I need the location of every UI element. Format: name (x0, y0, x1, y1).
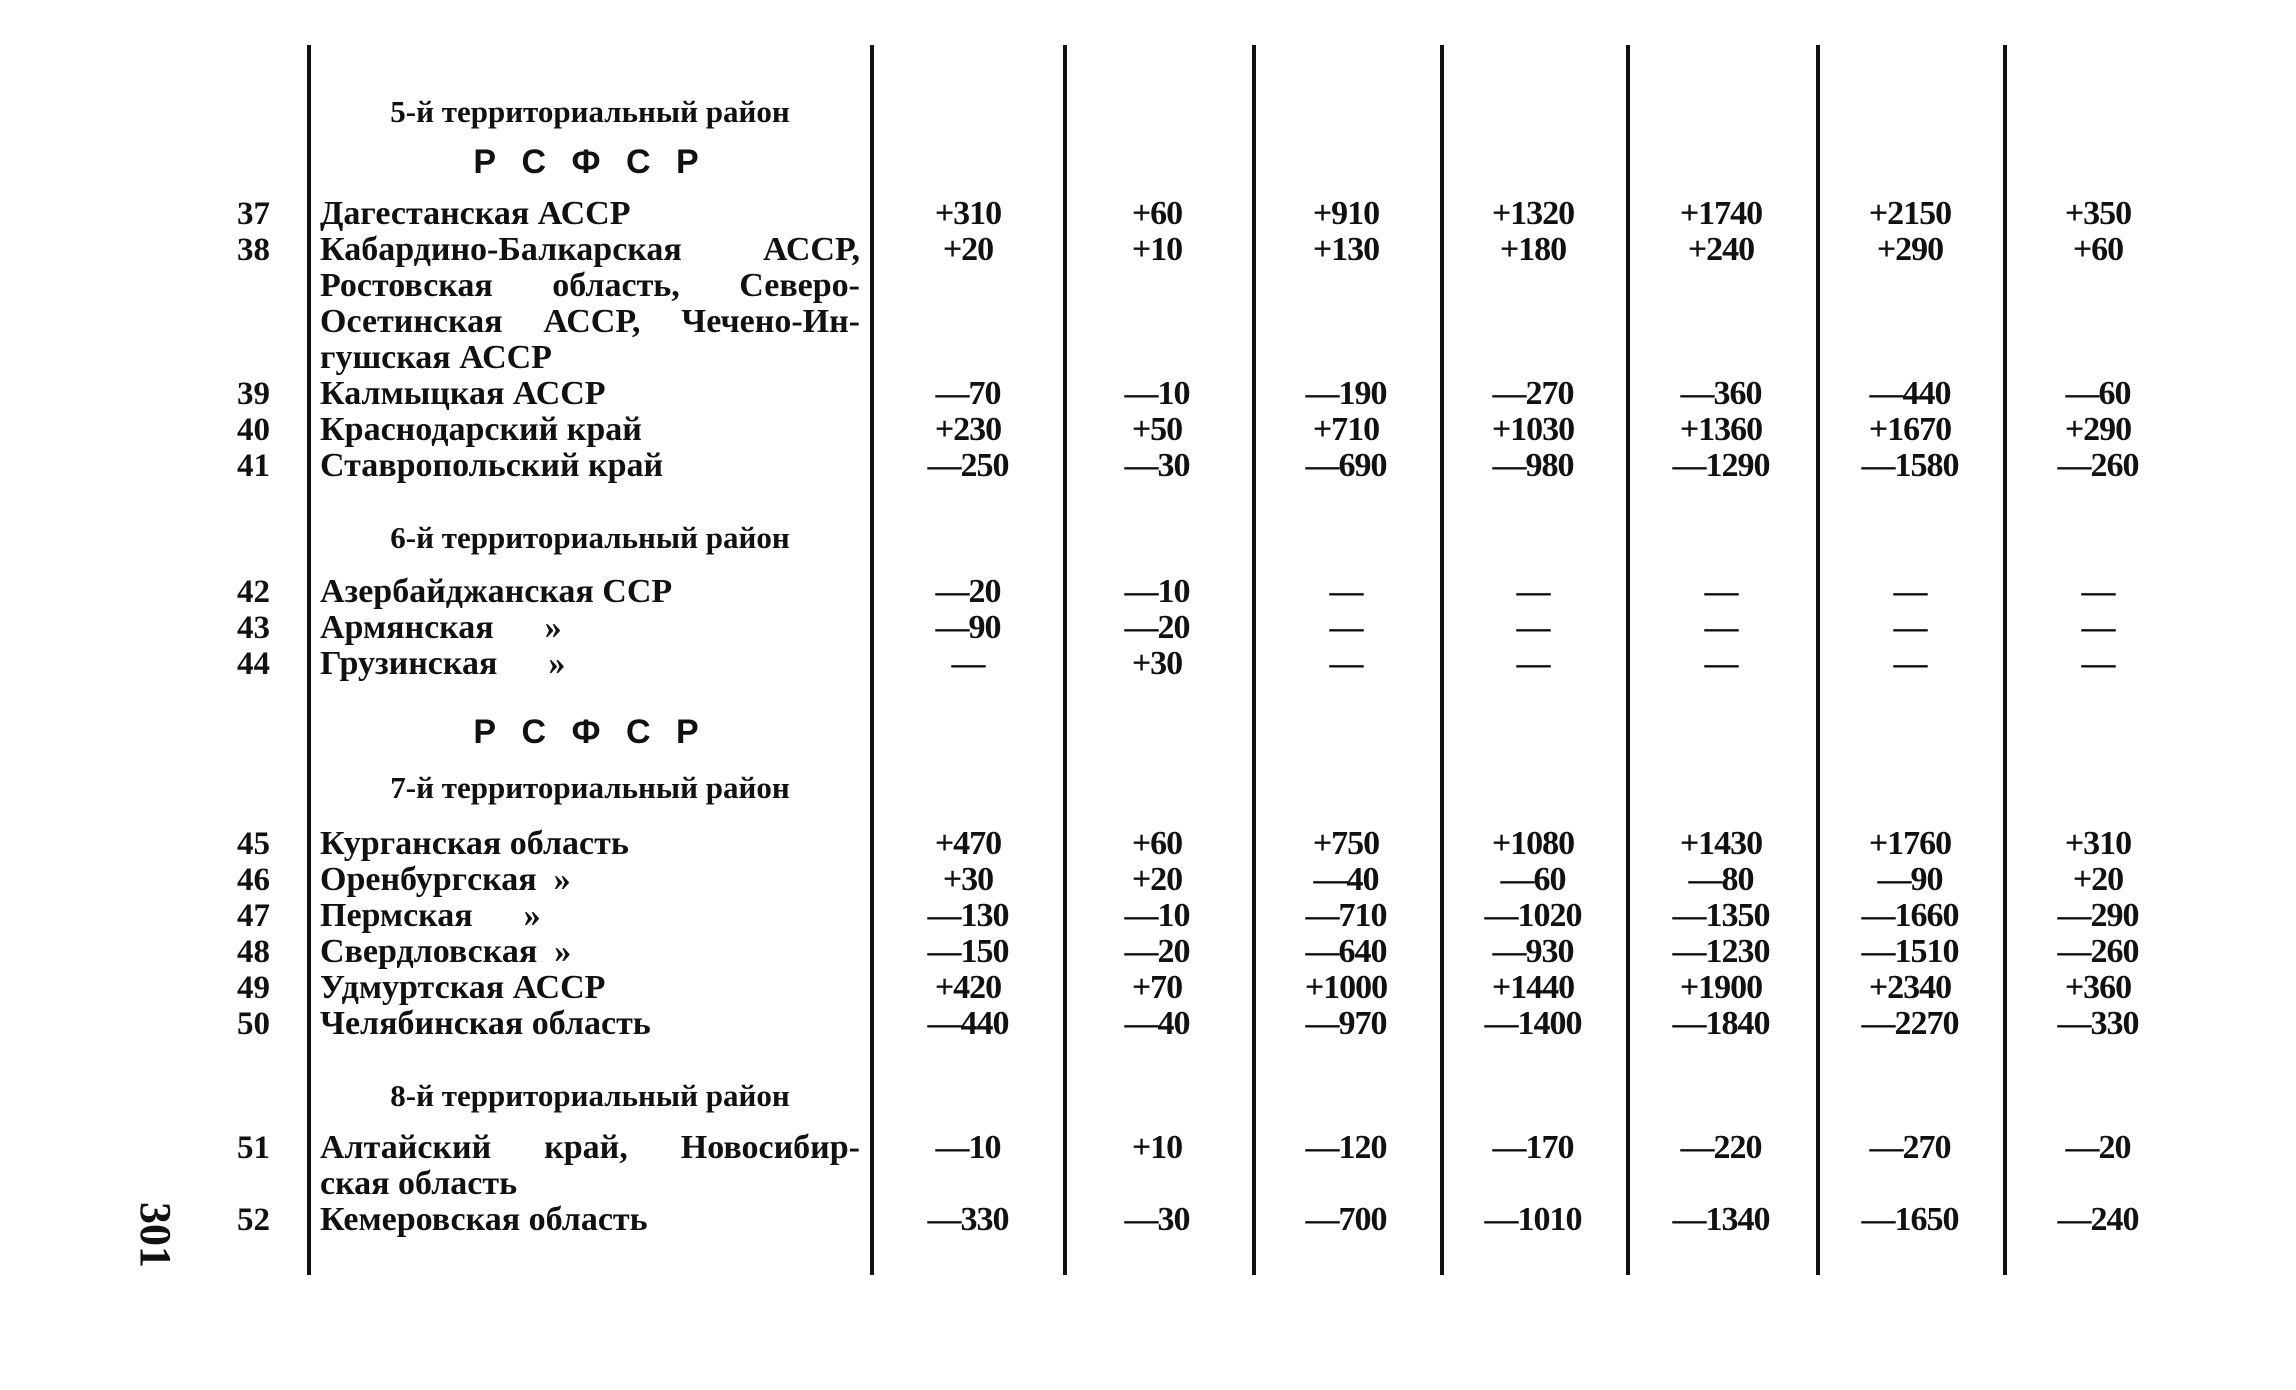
row-number: 50 (237, 1006, 270, 1042)
row-name: Краснодарский край (320, 411, 642, 448)
value-cell-col-7: —20 (2065, 1129, 2131, 1166)
value-cell-col-6: +1760 (1868, 825, 1952, 862)
value-cell-col-2: +10 (1131, 1129, 1183, 1166)
value-cell-col-4: — (1516, 609, 1550, 646)
value-cell-col-4: —270 (1492, 375, 1574, 412)
value-cell-col-2: +20 (1131, 861, 1183, 898)
value-cell-col-5: —220 (1680, 1129, 1762, 1166)
row-name: Челябинская область (320, 1005, 651, 1042)
row-number: 37 (237, 196, 270, 232)
table-row (0, 646, 2296, 682)
value-cell-col-3: — (1329, 573, 1363, 610)
value-cell-col-5: +1360 (1679, 411, 1763, 448)
value-cell-col-7: +310 (2064, 825, 2132, 862)
row-name: Грузинская » (320, 645, 566, 682)
row-number: 42 (237, 574, 270, 610)
value-cell-col-7: +360 (2064, 969, 2132, 1006)
value-cell-col-7: +60 (2072, 231, 2124, 268)
value-cell-col-1: —250 (927, 447, 1009, 484)
value-cell-col-1: —90 (935, 609, 1001, 646)
table-row (0, 826, 2296, 862)
value-cell-col-3: +710 (1312, 411, 1380, 448)
value-cell-col-3: —690 (1305, 447, 1387, 484)
value-cell-col-4: —1400 (1484, 1005, 1582, 1042)
value-cell-col-4: —170 (1492, 1129, 1574, 1166)
value-cell-col-7: —260 (2057, 447, 2139, 484)
value-cell-col-7: —60 (2065, 375, 2131, 412)
value-cell-col-7: +350 (2064, 195, 2132, 232)
value-cell-col-6: — (1893, 609, 1927, 646)
value-cell-col-5: —1340 (1672, 1201, 1770, 1238)
value-cell-col-2: +70 (1131, 969, 1183, 1006)
value-cell-col-2: +60 (1131, 825, 1183, 862)
row-name-line: ская область (320, 1165, 518, 1202)
value-cell-col-7: — (2081, 609, 2115, 646)
row-number: 49 (237, 970, 270, 1006)
value-cell-col-2: —40 (1124, 1005, 1190, 1042)
value-cell-col-5: +1430 (1679, 825, 1763, 862)
value-cell-col-4: —1020 (1484, 897, 1582, 934)
row-name: Ставропольский край (320, 447, 664, 484)
value-cell-col-1: —130 (927, 897, 1009, 934)
value-cell-col-7: —240 (2057, 1201, 2139, 1238)
value-cell-col-6: —90 (1877, 861, 1943, 898)
row-name: Армянская » (320, 609, 562, 646)
table-row (0, 1006, 2296, 1042)
value-cell-col-5: +1900 (1679, 969, 1763, 1006)
row-number: 44 (237, 646, 270, 682)
row-name: Кемеровская область (320, 1201, 648, 1238)
value-cell-col-3: —190 (1305, 375, 1387, 412)
table-row (0, 970, 2296, 1006)
value-cell-col-5: —1350 (1672, 897, 1770, 934)
value-cell-col-7: +290 (2064, 411, 2132, 448)
value-cell-col-3: —640 (1305, 933, 1387, 970)
row-name: Дагестанская АССР (320, 195, 631, 232)
row-name: Удмуртская АССР (320, 969, 606, 1006)
table-row (0, 1129, 2296, 1202)
section-heading-8: 8-й территориальный район (390, 1078, 790, 1113)
table-row (0, 231, 2296, 376)
row-name: Оренбургская » (320, 861, 571, 898)
value-cell-col-3: —40 (1313, 861, 1379, 898)
value-cell-col-4: —1010 (1484, 1201, 1582, 1238)
value-cell-col-1: —150 (927, 933, 1009, 970)
value-cell-col-2: —20 (1124, 933, 1190, 970)
value-cell-col-1: —440 (927, 1005, 1009, 1042)
value-cell-col-3: —700 (1305, 1201, 1387, 1238)
value-cell-col-5: — (1704, 609, 1738, 646)
row-name: Пермская » (320, 897, 541, 934)
row-number: 43 (237, 610, 270, 646)
value-cell-col-6: —1660 (1861, 897, 1959, 934)
value-cell-col-7: — (2081, 645, 2115, 682)
value-cell-col-5: — (1704, 645, 1738, 682)
value-cell-col-1: +230 (934, 411, 1002, 448)
value-cell-col-1: —10 (935, 1129, 1001, 1166)
value-cell-col-6: +2340 (1868, 969, 1952, 1006)
table-row (0, 412, 2296, 448)
value-cell-col-1: —70 (935, 375, 1001, 412)
value-cell-col-2: —30 (1124, 1201, 1190, 1238)
value-cell-col-6: — (1893, 645, 1927, 682)
value-cell-col-5: — (1704, 573, 1738, 610)
value-cell-col-5: —1840 (1672, 1005, 1770, 1042)
section-subheading-rsfsr-2: Р С Ф С Р (473, 713, 707, 751)
value-cell-col-1: +20 (942, 231, 994, 268)
row-name-line: Кабардино-Балкарская АССР, (320, 231, 860, 268)
row-number: 41 (237, 448, 270, 484)
value-cell-col-6: —1580 (1861, 447, 1959, 484)
value-cell-col-7: —330 (2057, 1005, 2139, 1042)
row-name-line: Алтайский край, Новосибир- (320, 1129, 860, 1166)
value-cell-col-3: —120 (1305, 1129, 1387, 1166)
value-cell-col-1: —330 (927, 1201, 1009, 1238)
section-subheading-rsfsr-1: Р С Ф С Р (473, 143, 707, 181)
value-cell-col-3: — (1329, 645, 1363, 682)
row-number: 51 (237, 1130, 270, 1166)
row-number: 38 (237, 232, 270, 268)
value-cell-col-6: —1510 (1861, 933, 1959, 970)
value-cell-col-2: +50 (1131, 411, 1183, 448)
row-number: 48 (237, 934, 270, 970)
value-cell-col-2: —10 (1124, 375, 1190, 412)
value-cell-col-3: —710 (1305, 897, 1387, 934)
row-name-line: гушская АССР (320, 339, 552, 376)
value-cell-col-2: —10 (1124, 573, 1190, 610)
value-cell-col-3: — (1329, 609, 1363, 646)
value-cell-col-6: +2150 (1868, 195, 1952, 232)
value-cell-col-5: —360 (1680, 375, 1762, 412)
value-cell-col-4: +1440 (1491, 969, 1575, 1006)
table-row (0, 376, 2296, 412)
table-row (0, 862, 2296, 898)
section-heading-5: 5-й территориальный район (390, 94, 790, 129)
value-cell-col-4: +1080 (1491, 825, 1575, 862)
value-cell-col-6: —270 (1869, 1129, 1951, 1166)
value-cell-col-1: +420 (934, 969, 1002, 1006)
value-cell-col-5: +1740 (1679, 195, 1763, 232)
value-cell-col-7: —260 (2057, 933, 2139, 970)
row-number: 46 (237, 862, 270, 898)
value-cell-col-5: —1290 (1672, 447, 1770, 484)
value-cell-col-7: —290 (2057, 897, 2139, 934)
value-cell-col-3: +910 (1312, 195, 1380, 232)
table-row (0, 898, 2296, 934)
table-row (0, 934, 2296, 970)
value-cell-col-2: +10 (1131, 231, 1183, 268)
table-row (0, 574, 2296, 610)
value-cell-col-2: —20 (1124, 609, 1190, 646)
value-cell-col-5: —1230 (1672, 933, 1770, 970)
value-cell-col-7: — (2081, 573, 2115, 610)
table-row (0, 448, 2296, 484)
value-cell-col-1: +30 (942, 861, 994, 898)
row-number: 52 (237, 1202, 270, 1238)
value-cell-col-1: +310 (934, 195, 1002, 232)
value-cell-col-2: —30 (1124, 447, 1190, 484)
row-number: 47 (237, 898, 270, 934)
value-cell-col-5: +240 (1687, 231, 1755, 268)
value-cell-col-1: —20 (935, 573, 1001, 610)
value-cell-col-3: +130 (1312, 231, 1380, 268)
row-name: Калмыцкая АССР (320, 375, 606, 412)
row-name-line: Ростовская область, Северо- (320, 267, 860, 304)
row-name: Свердловская » (320, 933, 572, 970)
value-cell-col-6: —1650 (1861, 1201, 1959, 1238)
value-cell-col-2: +60 (1131, 195, 1183, 232)
value-cell-col-6: +290 (1876, 231, 1944, 268)
row-name: Азербайджанская ССР (320, 573, 673, 610)
value-cell-col-1: +470 (934, 825, 1002, 862)
value-cell-col-4: —980 (1492, 447, 1574, 484)
value-cell-col-4: — (1516, 573, 1550, 610)
page-number: 301 (131, 1202, 180, 1268)
value-cell-col-4: — (1516, 645, 1550, 682)
row-number: 45 (237, 826, 270, 862)
value-cell-col-3: —970 (1305, 1005, 1387, 1042)
value-cell-col-1: — (951, 645, 985, 682)
value-cell-col-4: +180 (1499, 231, 1567, 268)
section-heading-7: 7-й территориальный район (390, 770, 790, 805)
table-row (0, 1202, 2296, 1238)
value-cell-col-2: +30 (1131, 645, 1183, 682)
section-heading-6: 6-й территориальный район (390, 520, 790, 555)
value-cell-col-6: —2270 (1861, 1005, 1959, 1042)
row-name: Курганская область (320, 825, 629, 862)
value-cell-col-4: +1030 (1491, 411, 1575, 448)
value-cell-col-2: —10 (1124, 897, 1190, 934)
table-row (0, 196, 2296, 232)
row-name-line: Осетинская АССР, Чечено-Ин- (320, 303, 860, 340)
value-cell-col-7: +20 (2072, 861, 2124, 898)
table-row (0, 610, 2296, 646)
value-cell-col-3: +750 (1312, 825, 1380, 862)
value-cell-col-3: +1000 (1304, 969, 1388, 1006)
value-cell-col-6: —440 (1869, 375, 1951, 412)
value-cell-col-4: —930 (1492, 933, 1574, 970)
value-cell-col-6: — (1893, 573, 1927, 610)
value-cell-col-4: +1320 (1491, 195, 1575, 232)
row-number: 39 (237, 376, 270, 412)
row-number: 40 (237, 412, 270, 448)
value-cell-col-6: +1670 (1868, 411, 1952, 448)
value-cell-col-5: —80 (1688, 861, 1754, 898)
value-cell-col-4: —60 (1500, 861, 1566, 898)
